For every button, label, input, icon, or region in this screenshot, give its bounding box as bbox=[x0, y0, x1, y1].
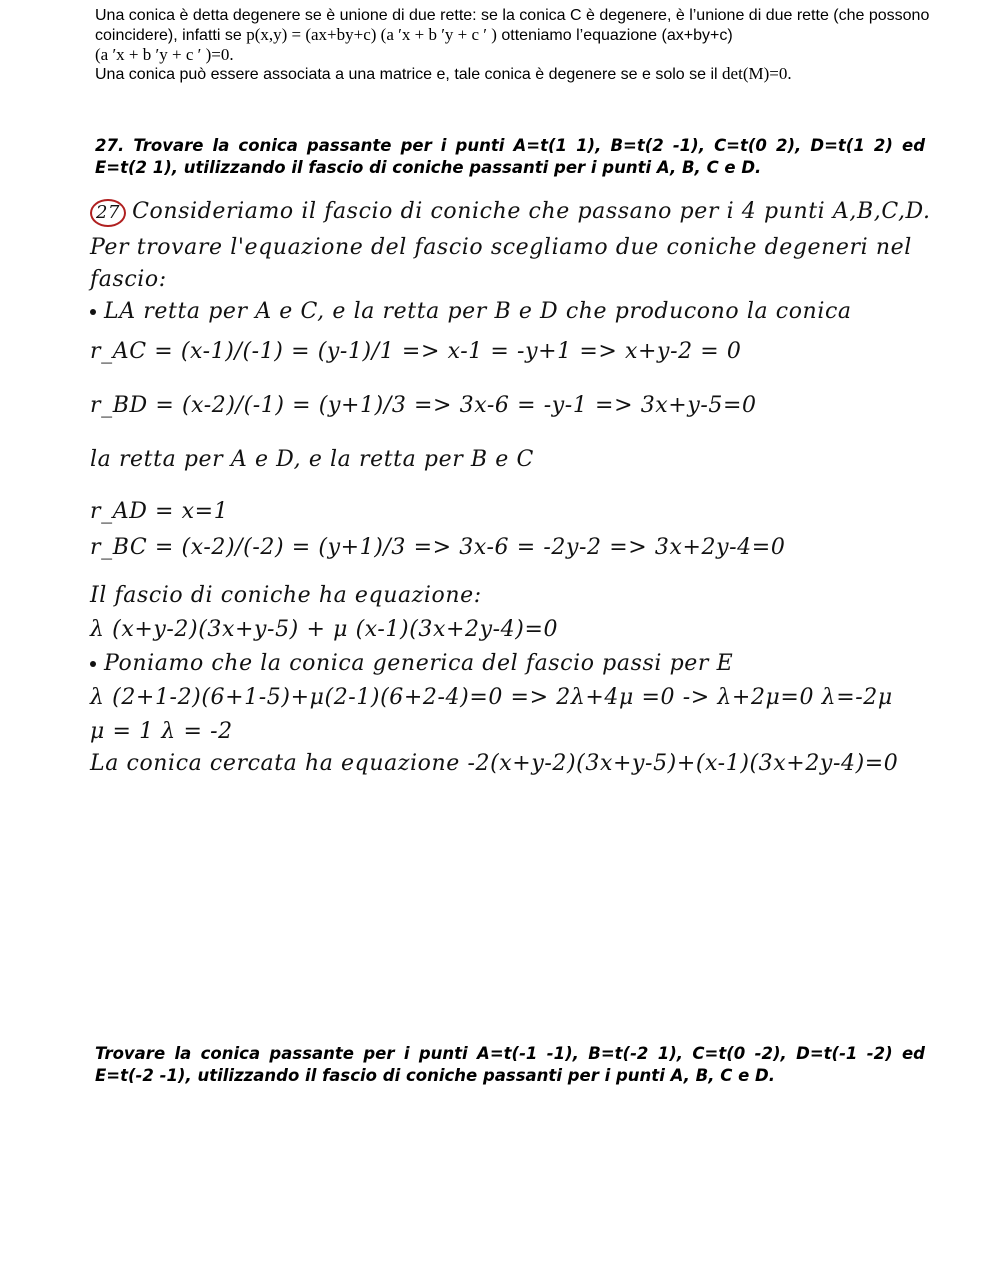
hw-line-9: r_BC = (x-2)/(-2) = (y+1)/3 => 3x-6 = -2y-2 => 3x+2y-4=0 bbox=[90, 535, 786, 560]
handwritten-solution bbox=[90, 195, 970, 785]
bullet-dot bbox=[90, 661, 96, 667]
hw-line-7: la retta per A e D, e la retta per B e C bbox=[90, 447, 534, 472]
bullet-dot bbox=[90, 309, 96, 315]
intro-line-1: Una conica è detta degenere se è unione di due rette: se la conica C è degenere, è l’unione di due rette (che possono coincidere), infatti se p(x,y) = (ax+by+c) (a ′x + b ′y + c ′ ) otteniamo l’equazione (ax+by+c) bbox=[95, 7, 930, 44]
hw-line-2: Per trovare l'equazione del fascio scegliamo due coniche degeneri nel bbox=[90, 235, 912, 260]
formula-product: p(x,y) = (ax+by+c) (a ′x + b ′y + c ′ ) bbox=[246, 25, 497, 44]
hw-line-3: fascio: bbox=[90, 267, 167, 292]
hw-line-10: Il fascio di coniche ha equazione: bbox=[90, 583, 482, 608]
hw-line-1: 27 Consideriamo il fascio di coniche che passano per i 4 punti A,B,C,D. bbox=[90, 199, 931, 227]
hw-line-13: λ (2+1-2)(6+1-5)+μ(2-1)(6+2-4)=0 => 2λ+4μ =0 -> λ+2μ=0 λ=-2μ bbox=[90, 685, 893, 710]
hw-line-5: r_AC = (x-1)/(-1) = (y-1)/1 => x-1 = -y+1 => x+y-2 = 0 bbox=[90, 339, 742, 364]
hw-line-12: Poniamo che la conica generica del fascio passi per E bbox=[90, 651, 733, 676]
intro-paragraph bbox=[95, 6, 955, 84]
formula-equation: (a ′x + b ′y + c ′ )=0. bbox=[95, 45, 234, 64]
hw-line-8: r_AD = x=1 bbox=[90, 499, 229, 524]
hw-line-11: λ (x+y-2)(3x+y-5) + μ (x-1)(3x+2y-4)=0 bbox=[90, 617, 559, 642]
formula-det: det(M)=0. bbox=[722, 64, 792, 83]
exercise-27-statement: 27. Trovare la conica passante per i punti A=t(1 1), B=t(2 -1), C=t(0 2), D=t(1 2) ed E=t(2 1), utilizzando il fascio di coniche passanti per i punti A, B, C e D. bbox=[95, 136, 925, 177]
hw-line-15: La conica cercata ha equazione -2(x+y-2)(3x+y-5)+(x-1)(3x+2y-4)=0 bbox=[90, 751, 899, 776]
hw-line-14: μ = 1 λ = -2 bbox=[90, 719, 233, 744]
hw-line-6: r_BD = (x-2)/(-1) = (y+1)/3 => 3x-6 = -y-1 => 3x+y-5=0 bbox=[90, 393, 757, 418]
exercise-number-circle: 27 bbox=[90, 199, 126, 227]
intro-line-3: Una conica può essere associata a una matrice e, tale conica è degenere se e solo se il det(M)=0. bbox=[95, 64, 792, 83]
hw-line-4: LA retta per A e C, e la retta per B e D che producono la conica bbox=[90, 299, 852, 324]
exercise-28-statement: Trovare la conica passante per i punti A=t(-1 -1), B=t(-2 1), C=t(0 -2), D=t(-1 -2) ed E=t(-2 -1), utilizzando il fascio di coniche passanti per i punti A, B, C e D. bbox=[95, 1044, 925, 1085]
